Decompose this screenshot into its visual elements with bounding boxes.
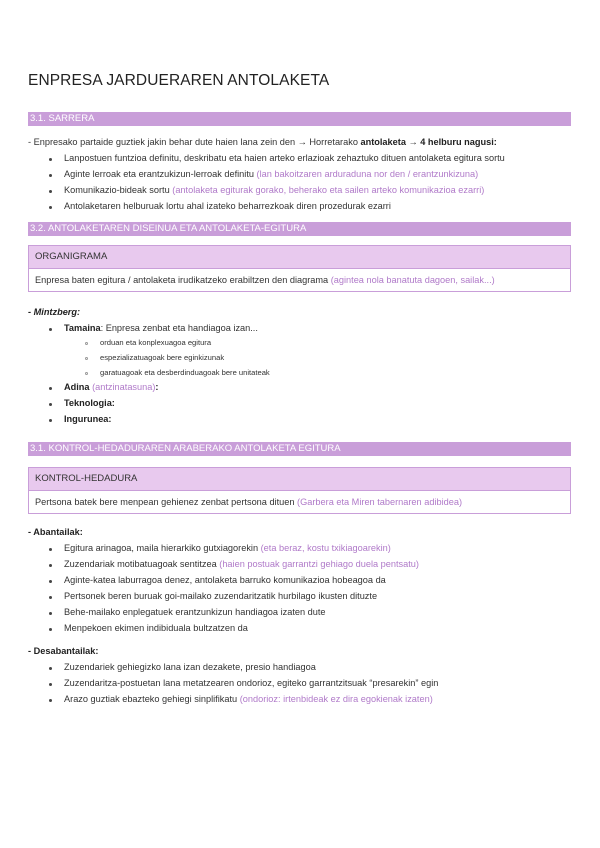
abantailak-heading: - Abantailak:	[28, 527, 83, 537]
intro-mid: →	[405, 137, 421, 147]
bullet-dot	[49, 548, 52, 551]
mintzberg-heading: - Mintzberg:	[28, 307, 81, 317]
list-item	[64, 694, 433, 704]
adina-label: Adina	[64, 382, 90, 392]
sub-bullet-ring	[85, 342, 88, 345]
list-item	[64, 169, 478, 179]
intro-post: :	[493, 137, 497, 147]
adina-note: (antzinatasuna)	[89, 382, 156, 392]
tamaina-label: Tamaina	[64, 323, 101, 333]
bullet-dot	[49, 580, 52, 583]
tamaina-text: : Enpresa zenbat eta handiagoa izan...	[100, 323, 258, 333]
organigrama-note: (agintea nola banatuta dagoen, sailak...)	[330, 275, 495, 285]
bullet-dot	[49, 174, 52, 177]
intro-bold-2: 4 helburu nagusi	[420, 137, 494, 147]
organigrama-box-body	[29, 269, 570, 291]
kontrol-hedadura-definition: Pertsona batek bere menpean gehienez zenbat pertsona dituen	[35, 497, 298, 507]
bullet-dot	[49, 328, 52, 331]
sub-bullet-ring	[85, 372, 88, 375]
list-item-note: (lan bakoitzaren arduraduna nor den / erantzunkizuna)	[256, 169, 479, 179]
intro-bold-1: antolaketa	[360, 137, 406, 147]
list-item: Antolaketaren helburuak lortu ahal izateko beharrezkoak diren prozedurak ezarri	[64, 201, 391, 211]
list-item: Pertsonek beren buruak goi-mailako zuzendaritzatik hurbilago ikusten dituzte	[64, 591, 378, 601]
bullet-dot	[49, 403, 52, 406]
page-title: ENPRESA JARDUERAREN ANTOLAKETA	[28, 72, 330, 89]
list-item	[64, 185, 484, 195]
teknologia-label: Teknologia:	[64, 398, 115, 408]
bullet-dot	[49, 628, 52, 631]
ingurunea-label: Ingurunea:	[64, 414, 112, 424]
bullet-dot	[49, 699, 52, 702]
desabantailak-heading: - Desabantailak:	[28, 646, 99, 656]
section-header-sarrera: 3.1. SARRERA	[28, 112, 571, 126]
bullet-dot	[49, 683, 52, 686]
intro-line	[28, 137, 497, 147]
bullet-dot	[49, 596, 52, 599]
list-item	[64, 559, 419, 569]
bullet-dot	[49, 206, 52, 209]
sub-list-item: orduan eta konplexuagoa egitura	[100, 338, 212, 347]
bullet-dot	[49, 419, 52, 422]
bullet-dot	[49, 158, 52, 161]
section-header-kontrol-hedadura: 3.1. KONTROL-HEDADURAREN ARABERAKO ANTOLAKETA EGITURA	[28, 442, 571, 456]
list-item-text: Arazo guztiak ebazteko gehiegi sinplifikatu	[64, 694, 240, 704]
intro-pre: - Enpresako partaide guztiek jakin behar dute haien lana zein den → Horretarako	[28, 137, 361, 147]
bullet-dot	[49, 387, 52, 390]
list-item	[64, 323, 258, 333]
kontrol-hedadura-box-title: KONTROL-HEDADURA	[29, 468, 570, 491]
bullet-dot	[49, 612, 52, 615]
list-item: Zuzendariek gehiegizko lana izan dezakete, presio handiagoa	[64, 662, 316, 672]
sub-list-item: garatuagoak eta desberdinduagoak bere unitateak	[100, 368, 270, 377]
list-item-text: Zuzendariak motibatuagoak sentitzea	[64, 559, 220, 569]
kontrol-hedadura-box	[28, 467, 571, 514]
organigrama-box-title: ORGANIGRAMA	[29, 246, 570, 269]
bullet-dot	[49, 667, 52, 670]
list-item: Zuzendaritza-postuetan lana metatzearen ondorioz, egiteko garrantzitsuak “presarekin” egin	[64, 678, 439, 688]
kontrol-hedadura-note: (Garbera eta Miren tabernaren adibidea)	[297, 497, 463, 507]
section-header-diseinua: 3.2. ANTOLAKETAREN DISEINUA ETA ANTOLAKETA-EGITURA	[28, 222, 571, 236]
list-item	[64, 382, 158, 392]
list-item-note: (ondorioz: irtenbideak ez dira egokienak izaten)	[239, 694, 433, 704]
list-item	[64, 543, 391, 553]
list-item-text: Egitura arinagoa, maila hierarkiko gutxiagorekin	[64, 543, 261, 553]
organigrama-definition: Enpresa baten egitura / antolaketa irudikatzeko erabiltzen den diagrama	[35, 275, 331, 285]
list-item: Menpekoen ekimen indibiduala bultzatzen da	[64, 623, 248, 633]
bullet-dot	[49, 190, 52, 193]
list-item-text: Aginte lerroak eta erantzukizun-lerroak definitu	[64, 169, 257, 179]
sub-list-item: espezializatuagoak bere eginkizunak	[100, 353, 225, 362]
sub-bullet-ring	[85, 357, 88, 360]
list-item-note: (haien postuak garrantzi gehiago duela pentsatu)	[219, 559, 419, 569]
adina-colon: :	[155, 382, 159, 392]
bullet-dot	[49, 564, 52, 567]
kontrol-hedadura-box-body	[29, 491, 570, 513]
list-item: Behe-mailako enplegatuek erantzunkizun handiagoa izaten dute	[64, 607, 326, 617]
list-item-note: (antolaketa egiturak gorako, beherako eta sailen arteko komunikazioa ezarri)	[172, 185, 485, 195]
organigrama-box	[28, 245, 571, 292]
list-item: Aginte-katea laburragoa denez, antolaketa barruko komunikazioa hobeagoa da	[64, 575, 386, 585]
list-item-text: Komunikazio-bideak sortu	[64, 185, 173, 195]
list-item-note: (eta beraz, kostu txikiagoarekin)	[260, 543, 391, 553]
list-item: Lanpostuen funtzioa definitu, deskribatu eta haien arteko erlazioak zehaztuko dituen antolaketa egitura sortu	[64, 153, 505, 163]
